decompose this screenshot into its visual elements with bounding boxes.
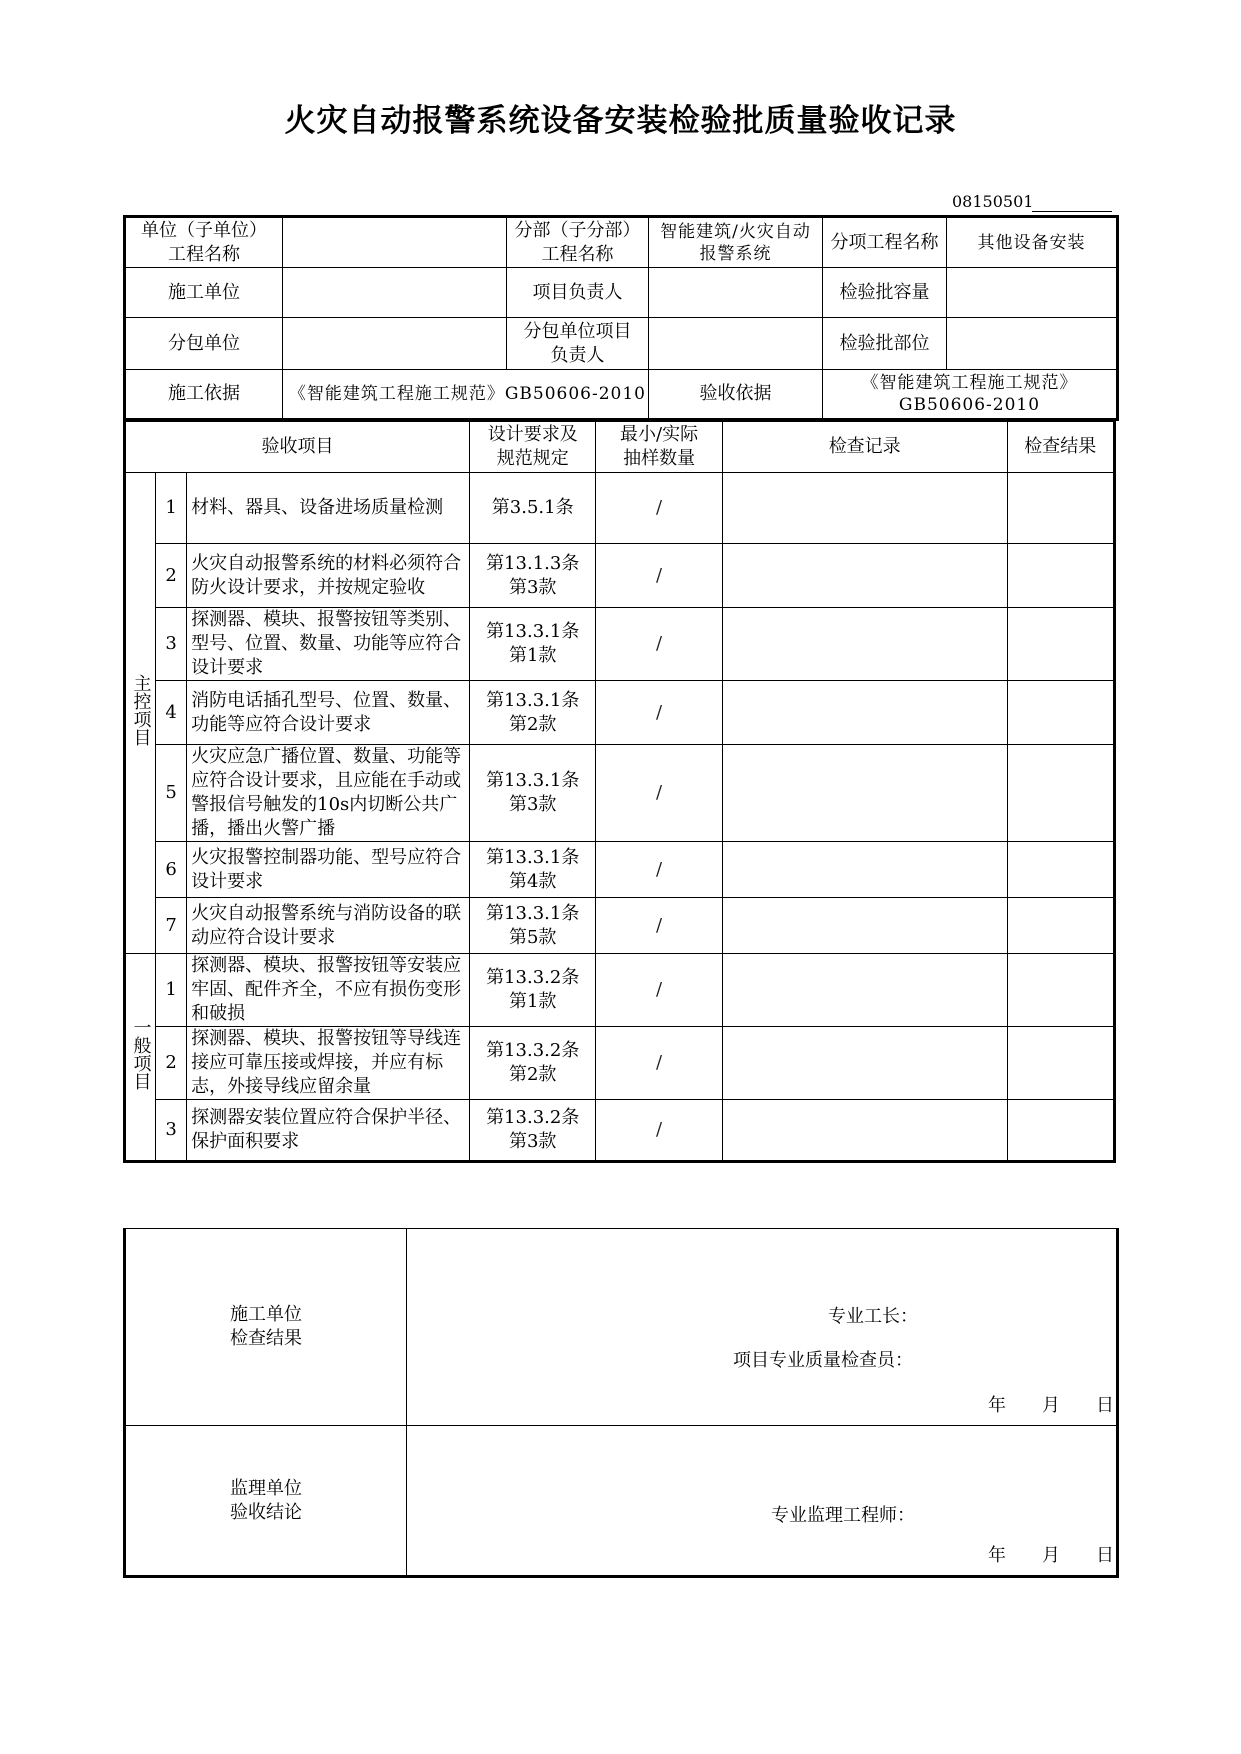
item-sample[interactable]: /: [596, 473, 722, 544]
item-sample[interactable]: /: [596, 954, 722, 1027]
general-items-group-text: 一般项目: [130, 1017, 152, 1090]
item-sample[interactable]: /: [596, 842, 722, 898]
subcontractor-pm-value[interactable]: [649, 318, 823, 369]
item-clause: 第13.3.1条 第1款: [470, 608, 596, 681]
item-record[interactable]: [722, 473, 1007, 544]
item-record[interactable]: [722, 954, 1007, 1027]
item-clause: 第13.3.1条 第4款: [470, 842, 596, 898]
item-description: 探测器、模块、报警按钮等类别、型号、位置、数量、功能等应符合设计要求: [187, 608, 470, 681]
table-row: [125, 473, 1115, 544]
construction-unit-value[interactable]: [283, 268, 507, 318]
subcontractor-pm-label: 分包单位项目 负责人: [507, 318, 649, 369]
item-clause: 第13.3.2条 第1款: [470, 954, 596, 1027]
col-header-item: 验收项目: [125, 422, 470, 473]
item-result[interactable]: [1007, 608, 1114, 681]
item-number: 1: [156, 473, 187, 544]
item-sample[interactable]: /: [596, 608, 722, 681]
form-code-number: 08150501: [952, 192, 1034, 211]
table-row: [125, 608, 1115, 681]
batch-capacity-value[interactable]: [947, 268, 1118, 318]
division-name-label: 分部（子分部） 工程名称: [507, 217, 649, 268]
item-sample[interactable]: /: [596, 745, 722, 842]
item-number: 3: [156, 1100, 187, 1162]
item-record[interactable]: [722, 898, 1007, 954]
item-result[interactable]: [1007, 681, 1114, 745]
item-description: 消防电话插孔型号、位置、数量、功能等应符合设计要求: [187, 681, 470, 745]
item-clause: 第13.3.2条 第3款: [470, 1100, 596, 1162]
item-clause: 第13.1.3条 第3款: [470, 544, 596, 608]
item-number: 5: [156, 745, 187, 842]
item-result[interactable]: [1007, 898, 1114, 954]
item-description: 探测器安装位置应符合保护半径、保护面积要求: [187, 1100, 470, 1162]
supervision-date: 年 月 日: [988, 1545, 1114, 1566]
item-description: 火灾自动报警系统的材料必须符合防火设计要求，并按规定验收: [187, 544, 470, 608]
acceptance-basis-value[interactable]: 《智能建筑工程施工规范》 GB50606-2010: [823, 369, 1118, 419]
inspection-table: [123, 421, 1116, 1163]
item-sample[interactable]: /: [596, 681, 722, 745]
item-record[interactable]: [722, 681, 1007, 745]
batch-location-label: 检验批部位: [823, 318, 947, 369]
batch-capacity-label: 检验批容量: [823, 268, 947, 318]
table-row: [125, 954, 1115, 1027]
item-clause: 第13.3.1条 第3款: [470, 745, 596, 842]
table-row: [125, 1027, 1115, 1100]
page-title: 火灾自动报警系统设备安装检验批质量验收记录: [284, 103, 957, 139]
item-record[interactable]: [722, 544, 1007, 608]
project-manager-value[interactable]: [649, 268, 823, 318]
construction-basis-value[interactable]: 《智能建筑工程施工规范》GB50606-2010: [283, 369, 649, 419]
item-sample[interactable]: /: [596, 898, 722, 954]
table-row: [125, 544, 1115, 608]
item-number: 2: [156, 544, 187, 608]
subitem-name-label: 分项工程名称: [823, 217, 947, 268]
item-number: 1: [156, 954, 187, 1027]
general-items-body: [125, 954, 1115, 1162]
col-header-design: 设计要求及 规范规定: [470, 422, 596, 473]
construction-basis-label: 施工依据: [125, 369, 283, 419]
item-description: 火灾报警控制器功能、型号应符合设计要求: [187, 842, 470, 898]
table-row: [125, 898, 1115, 954]
item-record[interactable]: [722, 1027, 1007, 1100]
table-row: [125, 745, 1115, 842]
subcontractor-value[interactable]: [283, 318, 507, 369]
item-number: 2: [156, 1027, 187, 1100]
item-result[interactable]: [1007, 473, 1114, 544]
item-description: 火灾应急广播位置、数量、功能等应符合设计要求，且应能在手动或警报信号触发的10s内切断公共广播，播出火警广播: [187, 745, 470, 842]
table-row: [125, 681, 1115, 745]
item-record[interactable]: [722, 1100, 1007, 1162]
subcontractor-label: 分包单位: [125, 318, 283, 369]
table-row: [125, 1100, 1115, 1162]
item-clause: 第13.3.1条 第5款: [470, 898, 596, 954]
item-number: 7: [156, 898, 187, 954]
supervision-label: 监理单位 验收结论: [125, 1426, 407, 1577]
col-header-sample: 最小/实际 抽样数量: [596, 422, 722, 473]
item-record[interactable]: [722, 745, 1007, 842]
subitem-name-value[interactable]: 其他设备安装: [947, 217, 1118, 268]
batch-location-value[interactable]: [947, 318, 1118, 369]
col-header-result: 检查结果: [1007, 422, 1114, 473]
item-sample[interactable]: /: [596, 1100, 722, 1162]
item-clause: 第13.3.1条 第2款: [470, 681, 596, 745]
quality-inspector-label: 项目专业质量检查员：: [733, 1350, 913, 1371]
foreman-label: 专业工长：: [828, 1306, 918, 1327]
item-record[interactable]: [722, 608, 1007, 681]
item-sample[interactable]: /: [596, 1027, 722, 1100]
item-description: 探测器、模块、报警按钮等安装应牢固、配件齐全，不应有损伤变形和破损: [187, 954, 470, 1027]
col-header-record: 检查记录: [722, 422, 1007, 473]
supervision-area[interactable]: [407, 1426, 1118, 1577]
table-row: [125, 842, 1115, 898]
item-result[interactable]: [1007, 1100, 1114, 1162]
item-result[interactable]: [1007, 544, 1114, 608]
construction-check-label: 施工单位 检查结果: [125, 1229, 407, 1426]
main-items-group: [125, 473, 156, 954]
item-record[interactable]: [722, 842, 1007, 898]
supervision-engineer-label: 专业监理工程师：: [771, 1505, 915, 1526]
main-items-body: [125, 473, 1115, 954]
project-manager-label: 项目负责人: [507, 268, 649, 318]
item-description: 火灾自动报警系统与消防设备的联动应符合设计要求: [187, 898, 470, 954]
division-name-value[interactable]: 智能建筑/火灾自动 报警系统: [649, 217, 823, 268]
item-description: 探测器、模块、报警按钮等导线连接应可靠压接或焊接，并应有标志，外接导线应留余量: [187, 1027, 470, 1100]
construction-date: 年 月 日: [988, 1395, 1114, 1416]
acceptance-basis-label: 验收依据: [649, 369, 823, 419]
item-clause: 第13.3.2条 第2款: [470, 1027, 596, 1100]
general-items-group: [125, 954, 156, 1162]
item-number: 3: [156, 608, 187, 681]
item-result[interactable]: [1007, 745, 1114, 842]
signature-table: [123, 1228, 1119, 1578]
main-items-group-text: 主控项目: [130, 673, 152, 746]
item-result[interactable]: [1007, 842, 1114, 898]
item-description: 材料、器具、设备进场质量检测: [187, 473, 470, 544]
unit-name-value[interactable]: [283, 217, 507, 268]
item-result[interactable]: [1007, 1027, 1114, 1100]
form-code-underline: [1032, 211, 1112, 212]
item-clause: 第3.5.1条: [470, 473, 596, 544]
form-code: [952, 192, 1112, 212]
header-table: [123, 215, 1119, 421]
construction-check-area[interactable]: [407, 1229, 1118, 1426]
item-number: 4: [156, 681, 187, 745]
item-number: 6: [156, 842, 187, 898]
item-sample[interactable]: /: [596, 544, 722, 608]
item-result[interactable]: [1007, 954, 1114, 1027]
construction-unit-label: 施工单位: [125, 268, 283, 318]
unit-name-label: 单位（子单位） 工程名称: [125, 217, 283, 268]
